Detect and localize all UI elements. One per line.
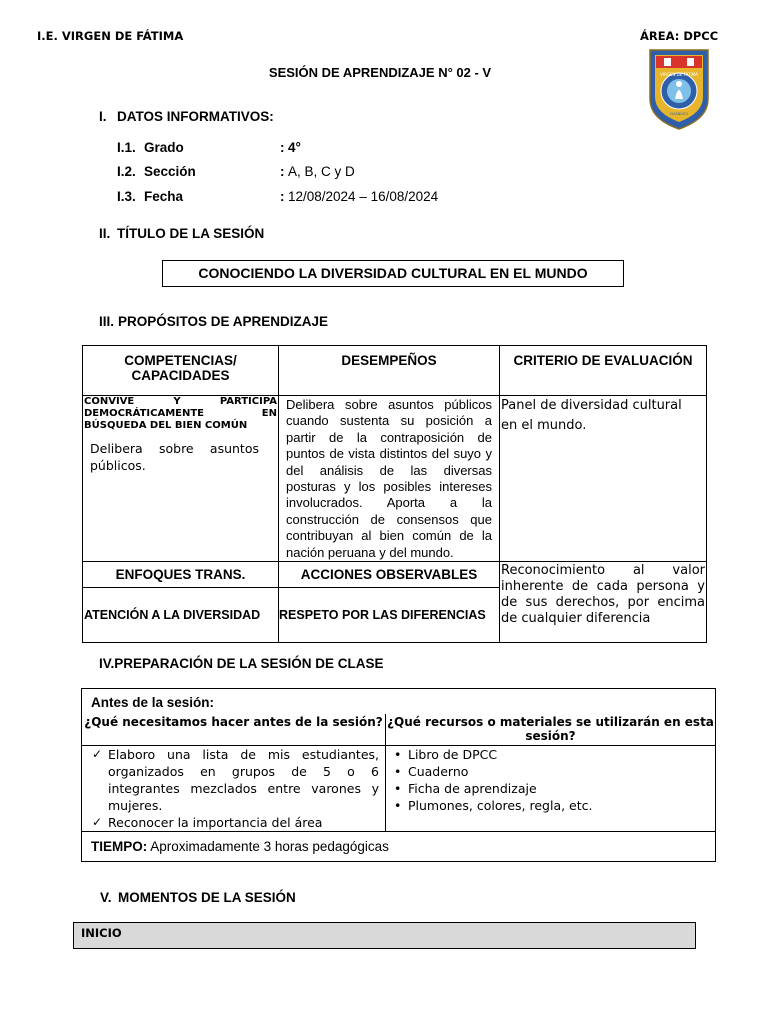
section-5-heading [100,890,296,905]
section-1-number: I. [99,109,107,124]
section-1-heading [99,109,274,124]
info-num: I.2. [117,164,136,179]
purposes-table [82,345,707,643]
competence-text: CONVIVE Y PARTICIPA DEMOCRÁTICAMENTE EN BÚSQUEDA DEL BIEN COMÚN [84,396,277,431]
emblem-text-top: VIRGEN DE FÁTIMA [660,72,698,77]
info-separator: : [280,140,285,155]
session-name-box: CONOCIENDO LA DIVERSIDAD CULTURAL EN EL MUNDO [162,260,624,287]
session-title: SESIÓN DE APRENDIZAJE N° 02 - V [268,65,492,80]
time-label: TIEMPO: [91,839,148,854]
emblem-text-bottom: HUÁNUCO [670,112,688,116]
info-separator: : [280,189,285,204]
header-enfoques: ENFOQUES TRANS. [83,562,279,588]
info-label: Sección [144,164,196,179]
info-num: I.1. [117,140,136,155]
competence-cell [83,396,279,562]
section-3-number: III. [99,314,115,329]
info-num: I.3. [117,189,136,204]
resources-list [388,746,709,814]
approach-cell: ATENCIÓN A LA DIVERSIDAD [83,588,279,643]
time-row [82,832,716,862]
preparation-table [81,688,716,862]
section-3-title: PROPÓSITOS DE APRENDIZAJE [118,314,329,329]
info-row-fecha [117,189,517,209]
performance-cell: Delibera sobre asuntos públicos cuando sustenta su posición a partir de la contraposición de puntos de vista distintos del suyo y del análisis de las diversas posturas y los posibles intereses involucrados. Aporta a la construcción de consensos que contribuyan al bien común de la nación peruana y del mundo. [279,396,500,562]
header-resources: ¿Qué recursos o materiales se utilizarán en esta sesión? [386,714,716,746]
section-5-number: V. [100,890,112,905]
info-row-grado [117,140,517,160]
tasks-cell [82,746,386,832]
action-cell: RESPETO POR LAS DIFERENCIAS [279,588,500,643]
school-name: I.E. VIRGEN DE FÁTIMA [37,29,184,43]
section-2-number: II. [99,226,111,241]
info-row-seccion [117,164,517,184]
criterion-cell: Panel de diversidad cultural en el mundo. [500,396,707,562]
section-4-number: IV. [99,656,115,671]
section-2-title: TÍTULO DE LA SESIÓN [117,226,265,241]
header-criterio: CRITERIO DE EVALUACIÓN [500,346,707,396]
section-4-heading [99,656,384,671]
info-label: Grado [144,140,184,155]
inicio-header: INICIO [73,922,696,949]
criterion-2-cell: Reconocimiento al valor inherente de cada persona y de sus derechos, por encima de cualquier diferencia [500,562,707,643]
tasks-list [88,746,379,831]
task-item: ✓ Reconocer la importancia del área [88,814,379,831]
header-tasks: ¿Qué necesitamos hacer antes de la sesión? [82,714,386,746]
info-value: 4° [288,140,301,155]
header-competencias: COMPETENCIAS/ CAPACIDADES [83,346,279,396]
capacity-text: Delibera sobre asuntos públicos. [90,441,259,473]
info-value: A, B, C y D [288,164,355,179]
section-4-title: PREPARACIÓN DE LA SESIÓN DE CLASE [114,656,384,671]
school-emblem [647,47,711,131]
header-acciones: ACCIONES OBSERVABLES [279,562,500,588]
task-item: ✓ Elaboro una lista de mis estudiantes, organizados en grupos de 5 o 6 integrantes mezclados entre varones y mujeres. [88,746,379,814]
info-separator: : [280,164,285,179]
section-1-title: DATOS INFORMATIVOS: [117,109,274,124]
before-session-label: Antes de la sesión: [82,689,716,714]
section-3-heading [99,314,328,329]
resource-item: • Plumones, colores, regla, etc. [388,797,709,814]
resource-item: • Ficha de aprendizaje [388,780,709,797]
info-value: 12/08/2024 – 16/08/2024 [288,189,439,204]
section-5-title: MOMENTOS DE LA SESIÓN [118,890,296,905]
resource-item: • Libro de DPCC [388,746,709,763]
resource-item: • Cuaderno [388,763,709,780]
area-label: ÁREA: DPCC [640,29,719,43]
time-value: Aproximadamente 3 horas pedagógicas [150,839,389,854]
section-2-heading [99,226,264,241]
resources-cell [386,746,716,832]
info-label: Fecha [144,189,184,204]
header-desempenos: DESEMPEÑOS [279,346,500,396]
